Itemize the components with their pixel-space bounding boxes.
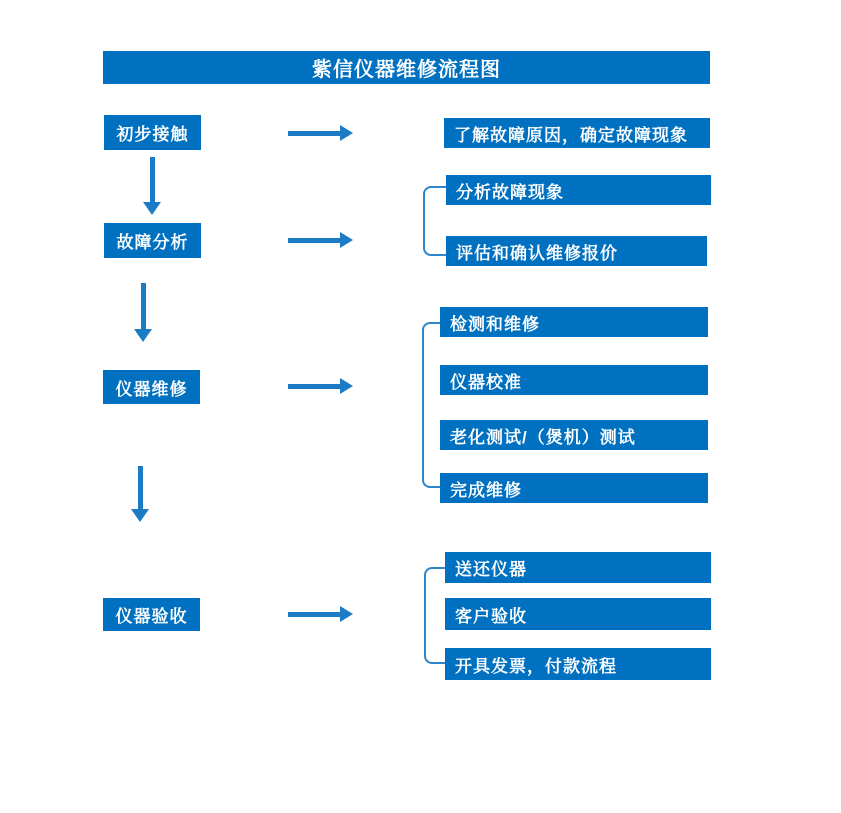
right-arrow-1-head [340, 125, 353, 141]
right-arrow-1-shaft [288, 131, 340, 136]
bracket-instrument-acceptance [424, 567, 445, 664]
detail-box-customer-acceptance: 客户验收 [445, 598, 711, 630]
down-arrow-2 [134, 283, 152, 342]
right-arrow-2-shaft [288, 238, 340, 243]
detail-box-test-and-repair: 检测和维修 [440, 307, 708, 337]
down-arrow-3 [131, 466, 149, 522]
right-arrow-3 [288, 378, 353, 394]
right-arrow-4-shaft [288, 612, 340, 617]
down-arrow-3-shaft [138, 466, 143, 509]
bracket-instrument-repair [422, 322, 440, 488]
detail-box-analyze-fault: 分析故障现象 [446, 175, 711, 205]
right-arrow-4-head [340, 606, 353, 622]
detail-box-understand-fault: 了解故障原因，确定故障现象 [444, 118, 710, 148]
down-arrow-1-shaft [150, 157, 155, 202]
right-arrow-2-head [340, 232, 353, 248]
down-arrow-1 [143, 157, 161, 215]
step-box-instrument-repair: 仪器维修 [103, 370, 200, 404]
detail-box-calibration: 仪器校准 [440, 365, 708, 395]
bracket-fault-analysis [423, 186, 446, 256]
detail-box-return-instrument: 送还仪器 [445, 552, 711, 583]
right-arrow-3-head [340, 378, 353, 394]
step-box-initial-contact: 初步接触 [104, 115, 201, 150]
flowchart-title: 紫信仪器维修流程图 [103, 51, 710, 84]
step-box-instrument-acceptance: 仪器验收 [103, 598, 200, 631]
down-arrow-3-head [131, 509, 149, 522]
detail-box-aging-test: 老化测试/（煲机）测试 [440, 420, 708, 450]
down-arrow-1-head [143, 202, 161, 215]
step-box-fault-analysis: 故障分析 [104, 223, 201, 258]
down-arrow-2-head [134, 329, 152, 342]
right-arrow-3-shaft [288, 384, 340, 389]
detail-box-repair-complete: 完成维修 [440, 473, 708, 503]
detail-box-invoice-payment: 开具发票，付款流程 [445, 648, 711, 680]
down-arrow-2-shaft [141, 283, 146, 329]
right-arrow-1 [288, 125, 353, 141]
right-arrow-4 [288, 606, 353, 622]
right-arrow-2 [288, 232, 353, 248]
detail-box-repair-quote: 评估和确认维修报价 [446, 236, 707, 266]
